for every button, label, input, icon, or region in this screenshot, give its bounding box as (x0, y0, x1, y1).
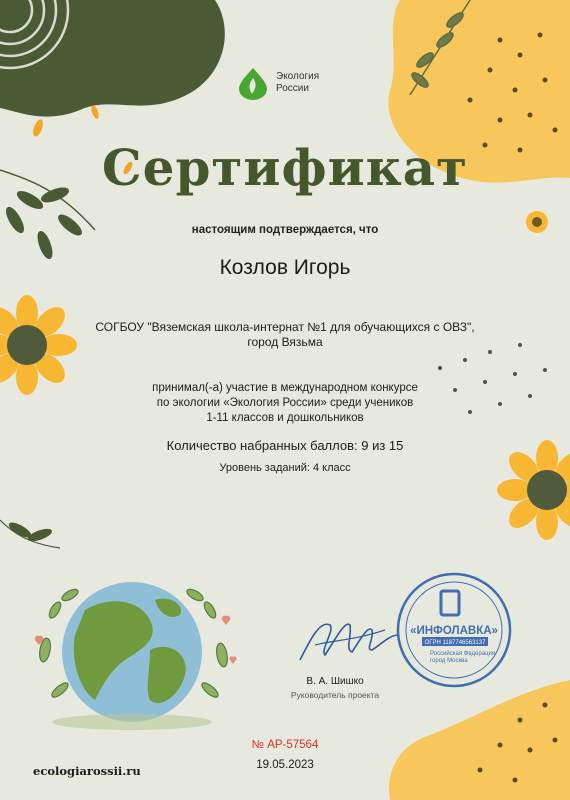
recipient-name: Козлов Игорь (219, 256, 351, 279)
stamp-brand: «ИНФОЛАВКА» (410, 625, 498, 637)
logo-line-1: Экология (276, 71, 320, 82)
stamp-city-line-2: город Москва (430, 658, 468, 664)
signer-role: Руководитель проекта (290, 690, 380, 700)
score-text: Количество набранных баллов: 9 из 15 (166, 438, 404, 453)
description-line-2: по экологии «Экология России» среди учеников (156, 397, 414, 409)
signer-name: В. А. Шишко (306, 676, 364, 687)
certificate-number: № АР-57564 (251, 739, 319, 751)
school-line-1: СОГБОУ "Вяземская школа-интернат №1 для обучающихся с ОВЗ", (95, 320, 475, 334)
stamp-ogrn: ОГРН 1187746563137 (424, 640, 486, 646)
website-url: ecologiarossii.ru (33, 764, 141, 778)
level-text: Уровень заданий: 4 класс (219, 462, 351, 474)
school-line-2: город Вязьма (247, 335, 323, 349)
description-line-3: 1-11 классов и дошкольников (206, 412, 364, 424)
certificate-title: Сертификат (101, 138, 469, 197)
certificate-date: 19.05.2023 (256, 759, 314, 771)
certificate-subtitle: настоящим подтверждается, что (191, 224, 379, 236)
logo-line-2: России (276, 83, 309, 94)
description-line-1: принимал(-а) участие в международном конкурсе (152, 382, 418, 394)
stamp-city-line-1: Российская Федерация (430, 651, 496, 657)
